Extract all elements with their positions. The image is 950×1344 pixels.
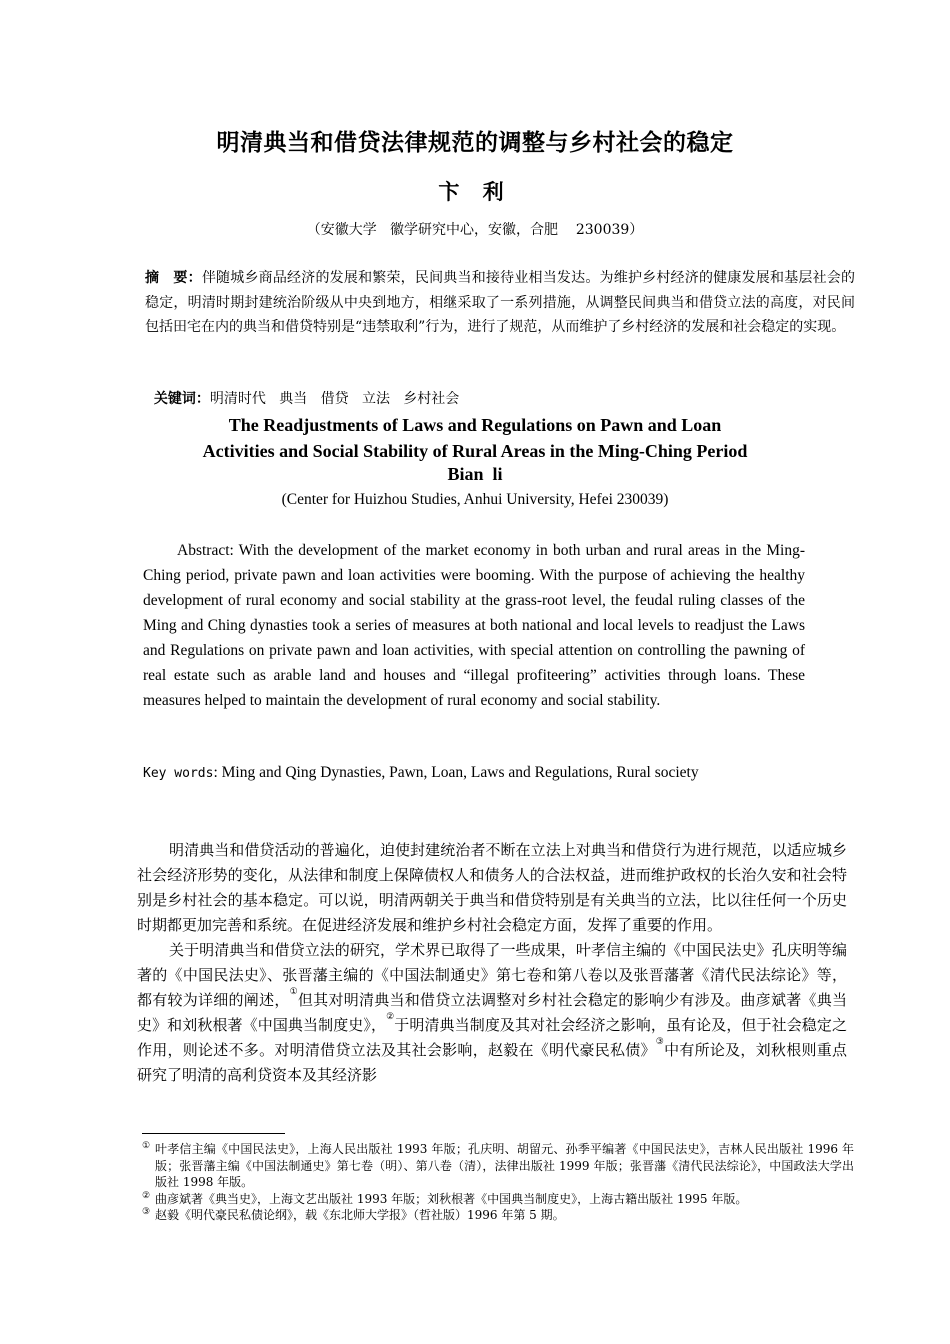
author-name-cn: 卞 利 [438,179,512,204]
footnote-2 [142,1191,854,1208]
keywords-en-text: : Ming and Qing Dynasties, Pawn, Loan, Laws and Regulations, Rural society [213,764,699,781]
footnote-3 [142,1207,854,1224]
body-paragraph-2 [137,938,847,1088]
body-p2-part-c: 于明清典当制度及其对社会经济之影响，虽有论及，但于社会稳定之作用，则论述不多。对明清借贷立法及其社会影响，赵毅在《明代豪民私债》 [137,1016,847,1059]
affiliation-en: (Center for Huizhou Studies, Anhui University, Hefei 230039) [281,491,669,508]
footnote-ref-3[interactable]: ③ [655,1037,665,1047]
footnote-mark-1: ① [142,1141,151,1151]
body-text [137,838,847,1088]
footnote-1 [142,1141,854,1191]
abstract-cn-text: 伴随城乡商品经济的发展和繁荣，民间典当和接待业相当发达。为维护乡村经济的健康发展和基层社会的稳定，明清时期封建统治阶级从中央到地方，相继采取了一系列措施，从调整民间典当和借贷立法的高度，对民间包括田宅在内的典当和借贷特别是“违禁取利”行为，进行了规范，从而维护了乡村经济的发展和社会稳定的实现。 [145,270,856,335]
paper-title-cn: 明清典当和借贷法律规范的调整与乡村社会的稳定 [216,129,734,156]
paper-title-en [0,413,950,464]
footnote-divider [142,1133,285,1134]
footnote-text-1: 叶孝信主编《中国民法史》，上海人民出版社 1993 年版；孔庆明、胡留元、孙季平编著《中国民法史》，吉林人民出版社 1996 年版；张晋藩主编《中国法制通史》第七卷（明）、第八卷（清），法律出版社 1999 年版；张晋藩《清代民法综论》，中国政法大学出版社 1998 年版。 [155,1142,854,1189]
keywords-en [143,764,843,782]
paper-title-en-line2: Activities and Social Stability of Rural Areas in the Ming-Ching Period [202,440,748,461]
body-p2-part-d: 中有所论及，刘秋根则重点研究了明清的高利贷资本及其经济影 [137,1041,847,1084]
keywords-cn-label: 关键词： [153,391,210,407]
footnote-mark-3: ③ [142,1207,151,1217]
abstract-cn [145,266,855,340]
paper-title-en-line1: The Readjustments of Laws and Regulations on Pawn and Loan [228,415,722,435]
footnote-text-3: 赵毅《明代豪民私债论纲》，载《东北师大学报》（哲社版）1996 年第 5 期。 [155,1208,565,1222]
affiliation-cn: （安徽大学 徽学研究中心，安徽，合肥 230039） [306,222,644,238]
keywords-en-label: Key words [143,766,214,781]
keywords-cn-text: 明清时代 典当 借贷 立法 乡村社会 [209,391,460,407]
abstract-en: Abstract: With the development of the market economy in both urban and rural areas in the Ming-Ching period, private pawn and loan activities were booming. With the purpose of achieving the healthy development of rural economy and social stability at the grass-root level, the feudal ruling classes of the Ming and Ching dynasties took a series of measures at both national and local levels to readjust the Laws and Regulations on private pawn and loan activities, with special attention on controlling the pawning of real estate such as arable land and houses and “illegal profiteering” activities through loans. These measures helped to maintain the development of rural economy and social stability. [143,542,805,709]
author-name-en: Bian li [447,464,503,484]
footnotes [142,1141,854,1224]
body-p2-part-a: 关于明清典当和借贷立法的研究，学术界已取得了一些成果，叶孝信主编的《中国民法史》孔庆明等编著的《中国民法史》、张晋藩主编的《中国法制通史》第七卷和第八卷以及张晋藩著《清代民法综论》等，都有较为详细的阐述， [137,941,847,1009]
footnote-ref-1[interactable]: ① [289,987,298,997]
abstract-cn-label: 摘 要： [145,270,202,286]
body-p2-part-b: 但其对明清典当和借贷立法调整对乡村社会稳定的影响少有涉及。曲彦斌著《典当史》和刘秋根著《中国典当制度史》， [137,991,847,1034]
footnote-text-2: 曲彦斌著《典当史》，上海文艺出版社 1993 年版；刘秋根著《中国典当制度史》，上海古籍出版社 1995 年版。 [155,1191,748,1206]
footnote-ref-2[interactable]: ② [386,1012,395,1022]
footnote-mark-2: ② [142,1190,151,1201]
body-paragraph-1: 明清典当和借贷活动的普遍化，迫使封建统治者不断在立法上对典当和借贷行为进行规范，以适应城乡社会经济形势的变化，从法律和制度上保障债权人和债务人的合法权益，进而维护政权的长治久安和社会特别是乡村社会的基本稳定。可以说，明清两朝关于典当和借贷特别是有关典当的立法，比以往任何一个历史时期都更加完善和系统。在促进经济发展和维护乡村社会稳定方面，发挥了重要的作用。 [137,841,847,934]
keywords-cn [145,366,855,410]
